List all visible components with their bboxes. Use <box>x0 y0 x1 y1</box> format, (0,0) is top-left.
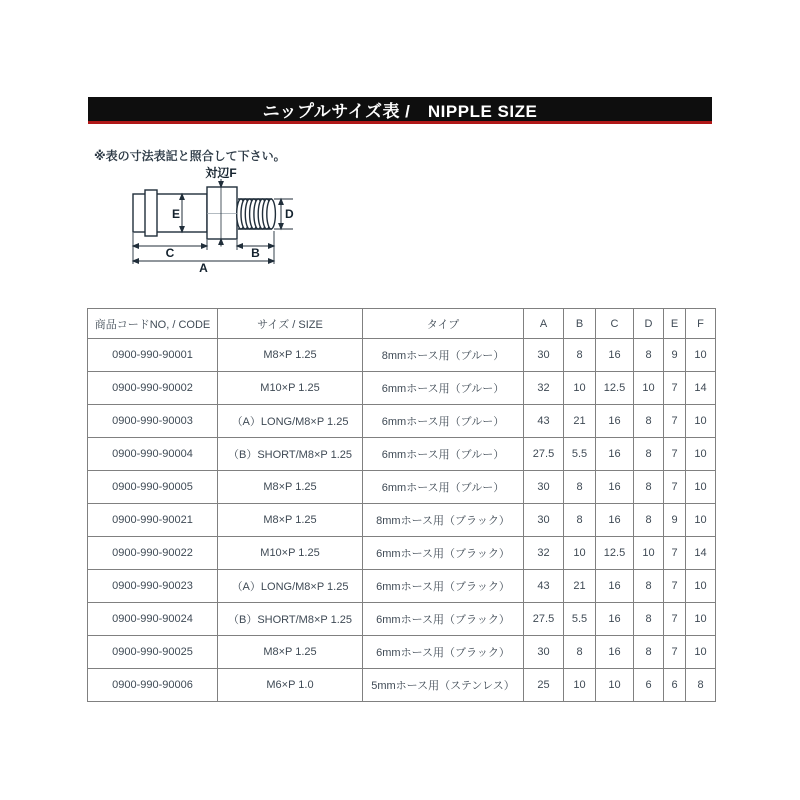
table-cell: 30 <box>524 339 564 372</box>
table-cell: 21 <box>564 570 596 603</box>
column-header: サイズ / SIZE <box>218 309 363 339</box>
table-cell: 8 <box>634 570 664 603</box>
table-cell: 27.5 <box>524 438 564 471</box>
table-cell: 32 <box>524 372 564 405</box>
table-cell: 8mmホース用（ブラック） <box>363 504 524 537</box>
table-cell: 0900-990-90003 <box>88 405 218 438</box>
table-cell: M8×P 1.25 <box>218 339 363 372</box>
table-cell: 16 <box>596 438 634 471</box>
table-cell: 16 <box>596 603 634 636</box>
table-cell: 6mmホース用（ブルー） <box>363 471 524 504</box>
table-cell: 5.5 <box>564 603 596 636</box>
table-cell: 0900-990-90021 <box>88 504 218 537</box>
table-cell: 0900-990-90022 <box>88 537 218 570</box>
table-cell: 8 <box>634 636 664 669</box>
table-cell: 10 <box>564 669 596 702</box>
page-title-bar <box>88 97 712 124</box>
table-cell: 9 <box>664 339 686 372</box>
table-cell: 14 <box>686 537 716 570</box>
table-cell: 6 <box>634 669 664 702</box>
table-cell: 0900-990-90004 <box>88 438 218 471</box>
table-row <box>88 537 716 570</box>
table-cell: 16 <box>596 405 634 438</box>
table-cell: 25 <box>524 669 564 702</box>
table-cell: 8 <box>634 504 664 537</box>
table-cell: 10 <box>634 372 664 405</box>
table-cell: 10 <box>596 669 634 702</box>
table-row <box>88 636 716 669</box>
table-cell: 7 <box>664 603 686 636</box>
table-cell: 30 <box>524 636 564 669</box>
table-cell: 0900-990-90024 <box>88 603 218 636</box>
table-cell: 8 <box>564 471 596 504</box>
table-cell: 8 <box>564 504 596 537</box>
page-title: ニップルサイズ表 / NIPPLE SIZE <box>262 101 538 121</box>
table-cell: 8 <box>634 471 664 504</box>
dimension-note: ※表の寸法表記と照合して下さい。 <box>94 149 286 163</box>
table-cell: 12.5 <box>596 372 634 405</box>
table-cell: M8×P 1.25 <box>218 636 363 669</box>
table-cell: 7 <box>664 636 686 669</box>
table-row <box>88 603 716 636</box>
table-cell: 0900-990-90001 <box>88 339 218 372</box>
table-cell: 0900-990-90002 <box>88 372 218 405</box>
table-cell: M10×P 1.25 <box>218 372 363 405</box>
table-row <box>88 504 716 537</box>
table-cell: 0900-990-90005 <box>88 471 218 504</box>
dim-label-e: E <box>171 207 180 221</box>
column-header: A <box>524 309 564 339</box>
table-cell: 10 <box>686 438 716 471</box>
table-cell: 7 <box>664 471 686 504</box>
table-cell: 8 <box>634 339 664 372</box>
table-cell: 21 <box>564 405 596 438</box>
table-cell: 16 <box>596 636 634 669</box>
table-cell: （B）SHORT/M8×P 1.25 <box>218 438 363 471</box>
table-cell: 16 <box>596 504 634 537</box>
table-cell: 9 <box>664 504 686 537</box>
nipple-size-table <box>87 308 716 702</box>
table-row <box>88 471 716 504</box>
table-cell: 16 <box>596 339 634 372</box>
dim-label-b: B <box>251 246 260 260</box>
table-cell: 14 <box>686 372 716 405</box>
table-cell: 6mmホース用（ブラック） <box>363 570 524 603</box>
table-cell: 10 <box>686 471 716 504</box>
table-body <box>88 339 716 702</box>
table-cell: 8 <box>634 603 664 636</box>
table-cell: （A）LONG/M8×P 1.25 <box>218 570 363 603</box>
table-cell: 32 <box>524 537 564 570</box>
table-cell: 6mmホース用（ブラック） <box>363 636 524 669</box>
table-cell: 8 <box>564 339 596 372</box>
table-cell: 6 <box>664 669 686 702</box>
column-header: C <box>596 309 634 339</box>
table-cell: 5mmホース用（ステンレス） <box>363 669 524 702</box>
table-row <box>88 438 716 471</box>
table-cell: 7 <box>664 372 686 405</box>
fitting-outline <box>133 187 275 239</box>
column-header: 商品コードNO, / CODE <box>88 309 218 339</box>
column-header: E <box>664 309 686 339</box>
table-cell: 10 <box>564 537 596 570</box>
table-row <box>88 339 716 372</box>
table-row <box>88 669 716 702</box>
table-cell: 43 <box>524 570 564 603</box>
table-cell: M8×P 1.25 <box>218 504 363 537</box>
table-cell: 8 <box>686 669 716 702</box>
table-cell: 7 <box>664 537 686 570</box>
table-row <box>88 372 716 405</box>
table-cell: 10 <box>686 636 716 669</box>
table-cell: 8mmホース用（ブルー） <box>363 339 524 372</box>
column-header: F <box>686 309 716 339</box>
table-cell: 10 <box>686 570 716 603</box>
table-cell: （B）SHORT/M8×P 1.25 <box>218 603 363 636</box>
table-cell: 10 <box>564 372 596 405</box>
table-cell: 30 <box>524 471 564 504</box>
table-row <box>88 570 716 603</box>
column-header: D <box>634 309 664 339</box>
table-cell: 0900-990-90023 <box>88 570 218 603</box>
table-cell: 10 <box>686 339 716 372</box>
table-cell: 7 <box>664 405 686 438</box>
table-cell: 6mmホース用（ブラック） <box>363 603 524 636</box>
dim-label-a: A <box>199 261 208 275</box>
table-cell: 0900-990-90006 <box>88 669 218 702</box>
table-header-row <box>88 309 716 339</box>
table-cell: 8 <box>564 636 596 669</box>
table-cell: 6mmホース用（ブルー） <box>363 438 524 471</box>
table-cell: 8 <box>634 405 664 438</box>
table-cell: 10 <box>686 405 716 438</box>
table-cell: 16 <box>596 570 634 603</box>
table-cell: 10 <box>634 537 664 570</box>
table-cell: 43 <box>524 405 564 438</box>
table-cell: 6mmホース用（ブルー） <box>363 405 524 438</box>
table-cell: M6×P 1.0 <box>218 669 363 702</box>
column-header: タイプ <box>363 309 524 339</box>
table-cell: 10 <box>686 504 716 537</box>
table-cell: 7 <box>664 438 686 471</box>
table-cell: 30 <box>524 504 564 537</box>
table-cell: M10×P 1.25 <box>218 537 363 570</box>
nipple-diagram <box>90 166 305 278</box>
dim-label-c: C <box>165 246 175 260</box>
table-cell: 16 <box>596 471 634 504</box>
table-row <box>88 405 716 438</box>
table-cell: 7 <box>664 570 686 603</box>
dim-label-across-flats: 対辺F <box>205 166 237 180</box>
column-header: B <box>564 309 596 339</box>
table-cell: 27.5 <box>524 603 564 636</box>
table-cell: 8 <box>634 438 664 471</box>
table-cell: 6mmホース用（ブラック） <box>363 537 524 570</box>
table-cell: 10 <box>686 603 716 636</box>
table-cell: 5.5 <box>564 438 596 471</box>
table-cell: M8×P 1.25 <box>218 471 363 504</box>
dim-label-d: D <box>285 207 294 221</box>
table-cell: （A）LONG/M8×P 1.25 <box>218 405 363 438</box>
table-cell: 6mmホース用（ブルー） <box>363 372 524 405</box>
table-cell: 12.5 <box>596 537 634 570</box>
table-cell: 0900-990-90025 <box>88 636 218 669</box>
